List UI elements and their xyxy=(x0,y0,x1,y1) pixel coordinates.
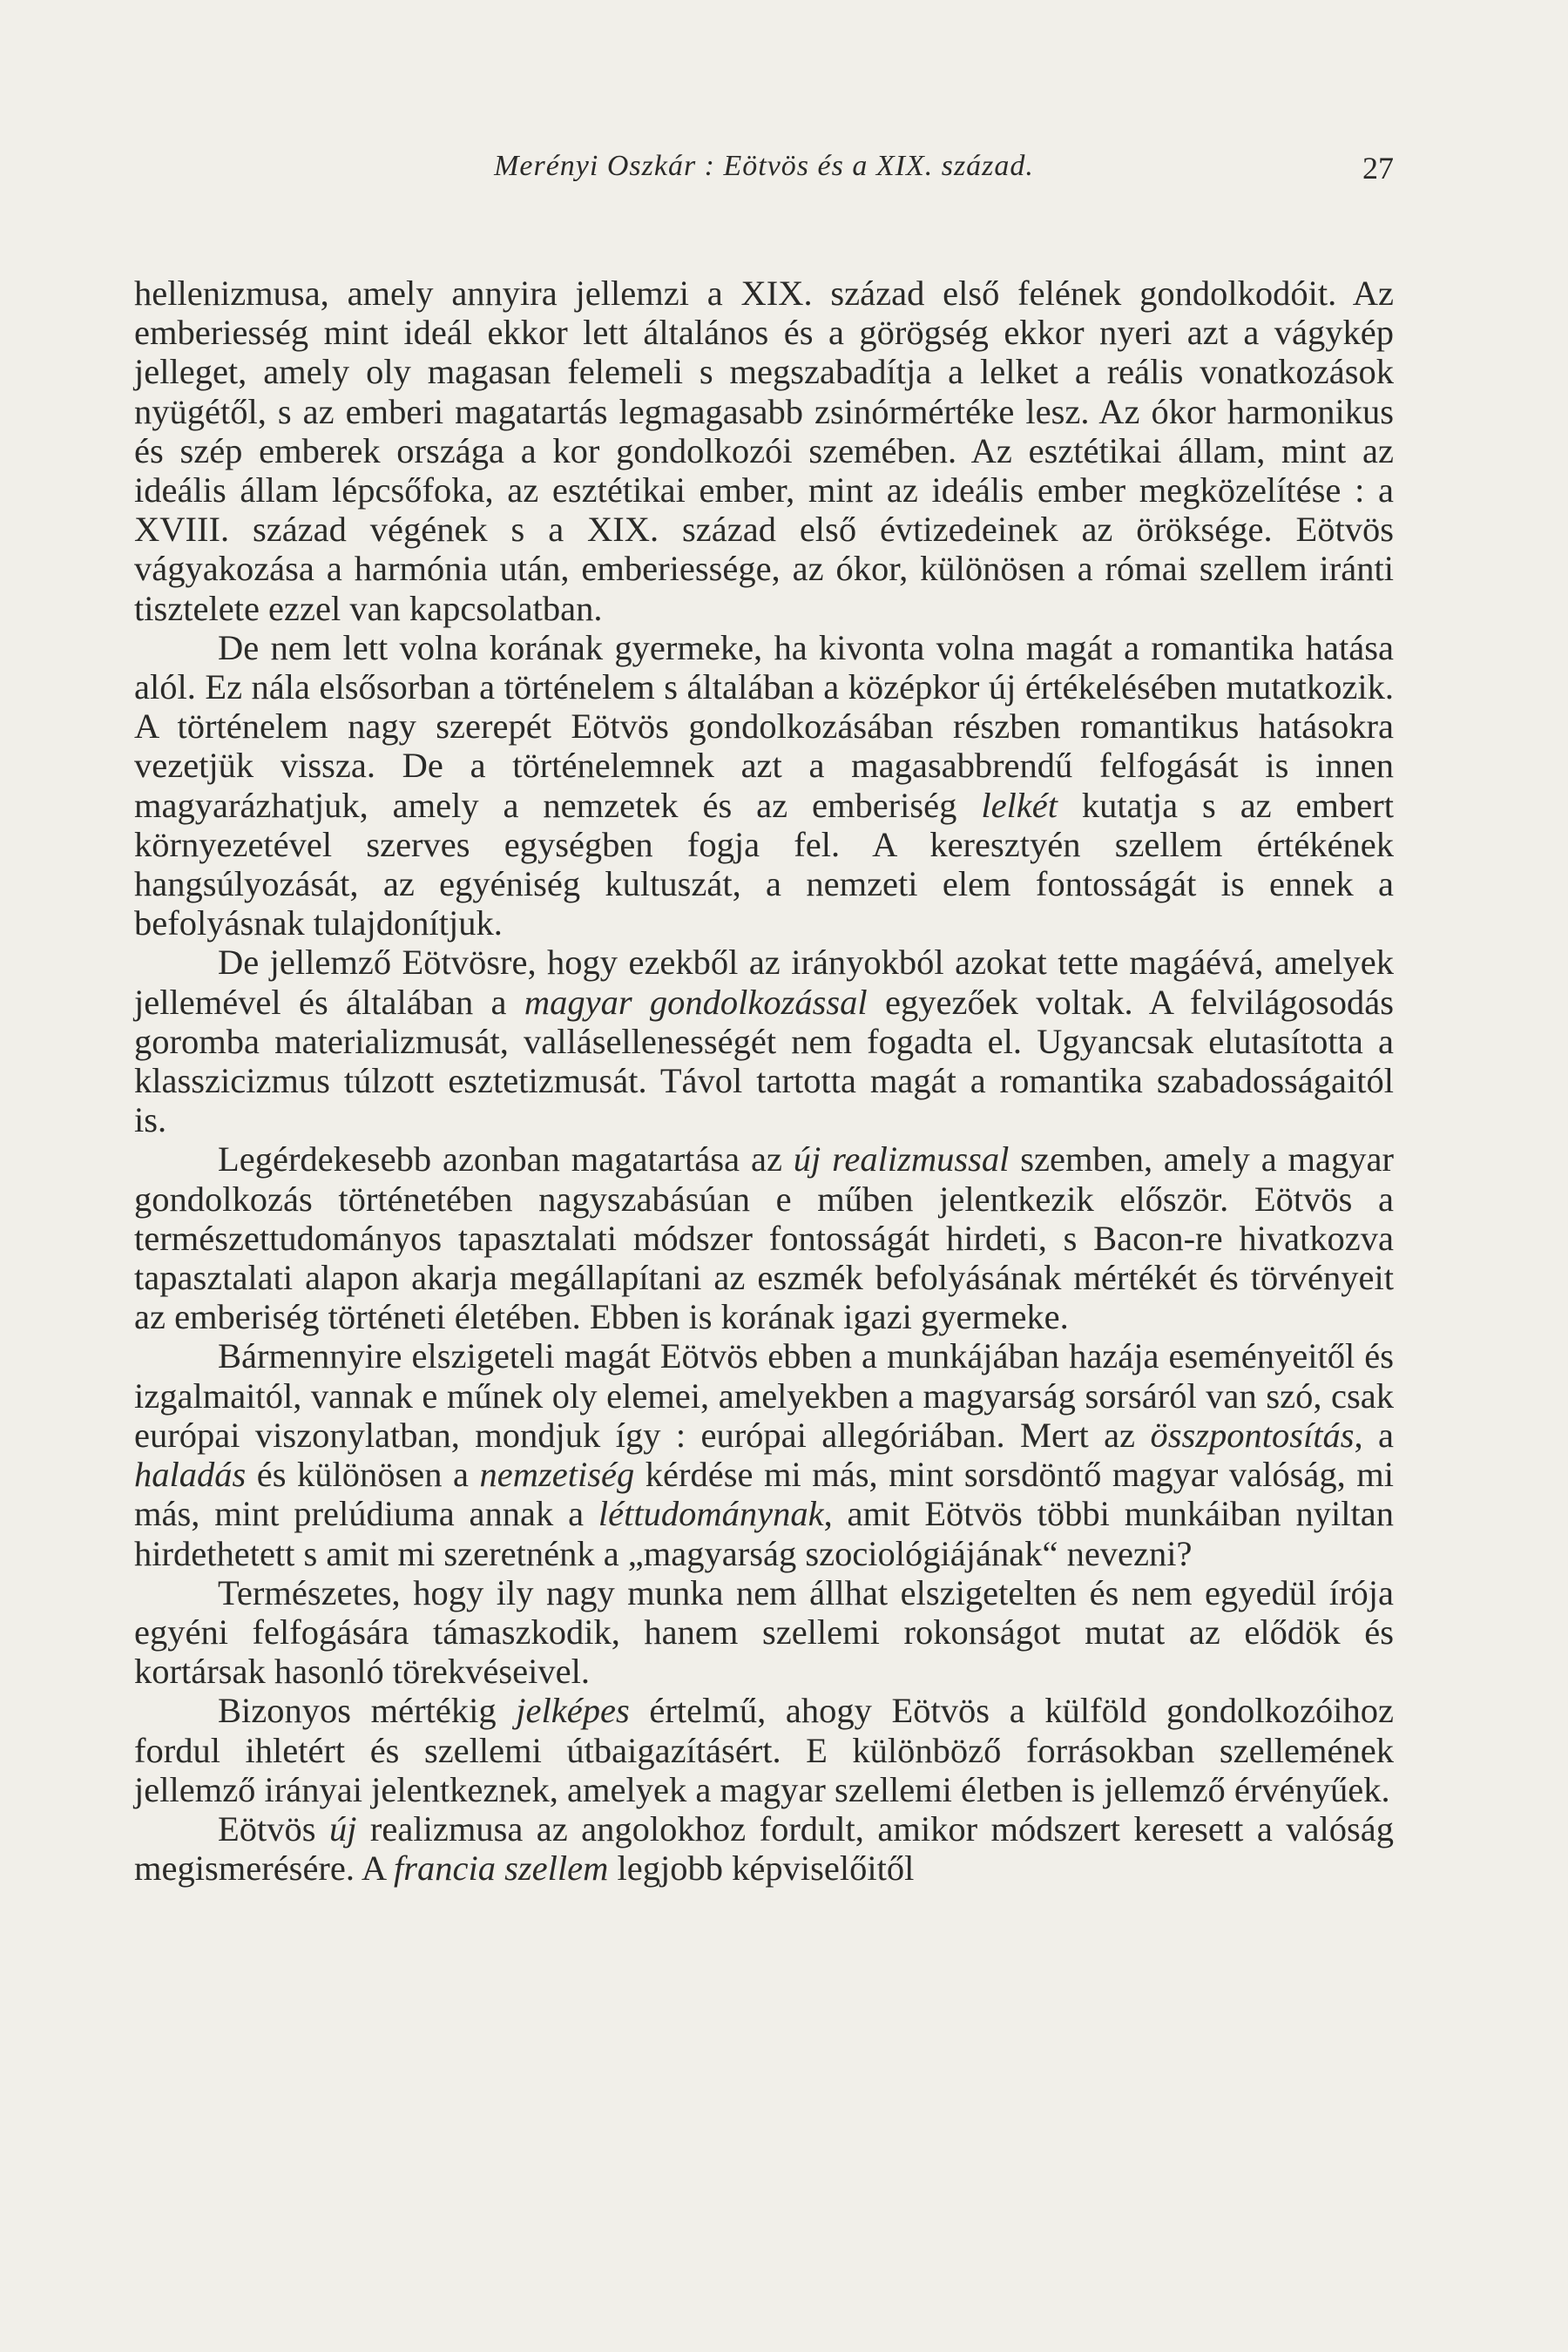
text-run: realizmusa az angolokhoz fordult, amikor módszert keresett a valóság megismerésére. A xyxy=(134,1808,1394,1889)
paragraph xyxy=(134,1336,1394,1572)
text-run: , amit Eötvös többi munkáiban nyiltan hirdethetett s amit mi szeretnénk a „magyarság szociológiájának“ nevezni? xyxy=(134,1494,1394,1573)
body-text xyxy=(134,274,1394,1888)
italic-emphasis: haladás xyxy=(134,1455,247,1495)
text-run: Természetes, hogy ily nagy munka nem állhat elszigetelten és nem egyedül írója egyéni felfogására támaszkodik, hanem szellemi rokonságot mutat az elődök és kortársak hasonló törekvéseivel. xyxy=(134,1572,1394,1692)
running-header xyxy=(134,150,1394,193)
text-run: kutatja s az embert környezetével szerves egységben fogja fel. A keresztyén szellem értékének hangsúlyozását, az egyéniség kultuszát, a nemzeti elem fontosságát is ennek a befolyásnak tulajdonítjuk. xyxy=(134,785,1394,943)
text-run: kérdése mi más, mint sorsdöntő magyar valóság, mi más, mint prelúdiuma annak a xyxy=(134,1455,1394,1534)
italic-emphasis: új realizmussal xyxy=(793,1139,1010,1179)
text-run: hellenizmusa, amely annyira jellemzi a XIX. század első felének gondolkodóit. Az emberiesség mint ideál ekkor lett általános és a görögség ekkor nyeri azt a vágykép jelleget, amely oly magasan felemeli s megszabadítja a lelket a reális vonatkozások nyügétől, s az emberi magatartás legmagasabb zsinórmértéke lesz. Az ókor harmonikus és szép emberek országa a kor gondolkozói szemében. Az esztétikai állam, mint az ideális állam lépcsőfoka, az esztétikai ember, mint az ideális ember megközelítése : a XVIII. század végének s a XIX. század első évtizedeinek az öröksége. Eötvös vágyakozása a harmónia után, emberiessége, az ókor, különösen a római szellem iránti tisztelete ezzel van kapcsolatban. xyxy=(134,274,1394,628)
text-run: Bizonyos mértékig xyxy=(218,1691,517,1731)
italic-emphasis: új xyxy=(328,1808,357,1848)
italic-emphasis: nemzetiség xyxy=(479,1455,635,1495)
text-run: egyezőek voltak. A felvilágosodás goromba materializmusát, vallásellenességét nem fogadta el. Ugyancsak elutasította a klasszicizmus túlzott esztetizmusát. Távol tartotta magát a romantika szabadosságaitól is. xyxy=(134,982,1394,1140)
text-run: Legérdekesebb azonban magatartása az xyxy=(218,1139,794,1179)
running-title: Merényi Oszkár : Eötvös és a XIX. század. xyxy=(494,150,1034,182)
text-run: szemben, amely a magyar gondolkozás történetében nagyszabásúan e műben jelentkezik először. Eötvös a természettudományos tapasztalati módszer fontosságát hirdeti, s Bacon-re hivatkozva tapasztalati alapon akarja megállapítani az eszmék befolyásának mértékét és törvényeit az emberiség történeti életében. Ebben is korának igazi gyermeke. xyxy=(134,1139,1394,1337)
text-run: legjobb képviselőitől xyxy=(608,1848,915,1889)
text-run: , a xyxy=(1354,1415,1394,1455)
text-run: De nem lett volna korának gyermeke, ha kivonta volna magát a romantika hatása alól. Ez nála elsősorban a történelem s általában a középkor új értékelésében mutatkozik. A történelem nagy szerepét Eötvös gondolkozásában részben romantikus hatásokra vezetjük vissza. De a történelemnek azt a magasabbrendű felfogását is innen magyarázhatjuk, amely a nemzetek és az emberiség xyxy=(134,627,1394,825)
italic-emphasis: léttudománynak xyxy=(598,1494,824,1534)
text-run: Bármennyire elszigeteli magát Eötvös ebben a munkájában hazája eseményeitől és izgalmaitól, vannak e műnek oly elemei, amelyekben a magyarság sorsáról van szó, csak európai viszonylatban, mondjuk így : európai allegóriában. Mert az xyxy=(134,1336,1394,1455)
paragraph xyxy=(134,1809,1394,1888)
paragraph xyxy=(134,628,1394,943)
italic-emphasis: francia szellem xyxy=(394,1848,609,1889)
paragraph xyxy=(134,943,1394,1139)
paragraph xyxy=(134,274,1394,628)
text-run: Eötvös xyxy=(218,1808,329,1848)
page-number: 27 xyxy=(1362,151,1394,186)
italic-emphasis: lelkét xyxy=(981,785,1058,825)
text-run: értelmű, ahogy Eötvös a külföld gondolkozóihoz fordul ihletért és szellemi útbaigazításért. E különböző forrásokban szellemének jellemző irányai jelentkeznek, amelyek a magyar szellemi életben is jellemző érvényűek. xyxy=(134,1691,1394,1809)
text-run: és különösen a xyxy=(246,1455,480,1495)
italic-emphasis: magyar gondolkozással xyxy=(524,982,868,1022)
italic-emphasis: jelképes xyxy=(516,1691,630,1731)
paragraph xyxy=(134,1139,1394,1336)
text-run: De jellemző Eötvösre, hogy ezekből az irányokból azokat tette magáévá, amelyek jellemével és általában a xyxy=(134,943,1394,1022)
paragraph xyxy=(134,1573,1394,1692)
italic-emphasis: összpontosítás xyxy=(1150,1415,1355,1455)
paragraph xyxy=(134,1691,1394,1809)
